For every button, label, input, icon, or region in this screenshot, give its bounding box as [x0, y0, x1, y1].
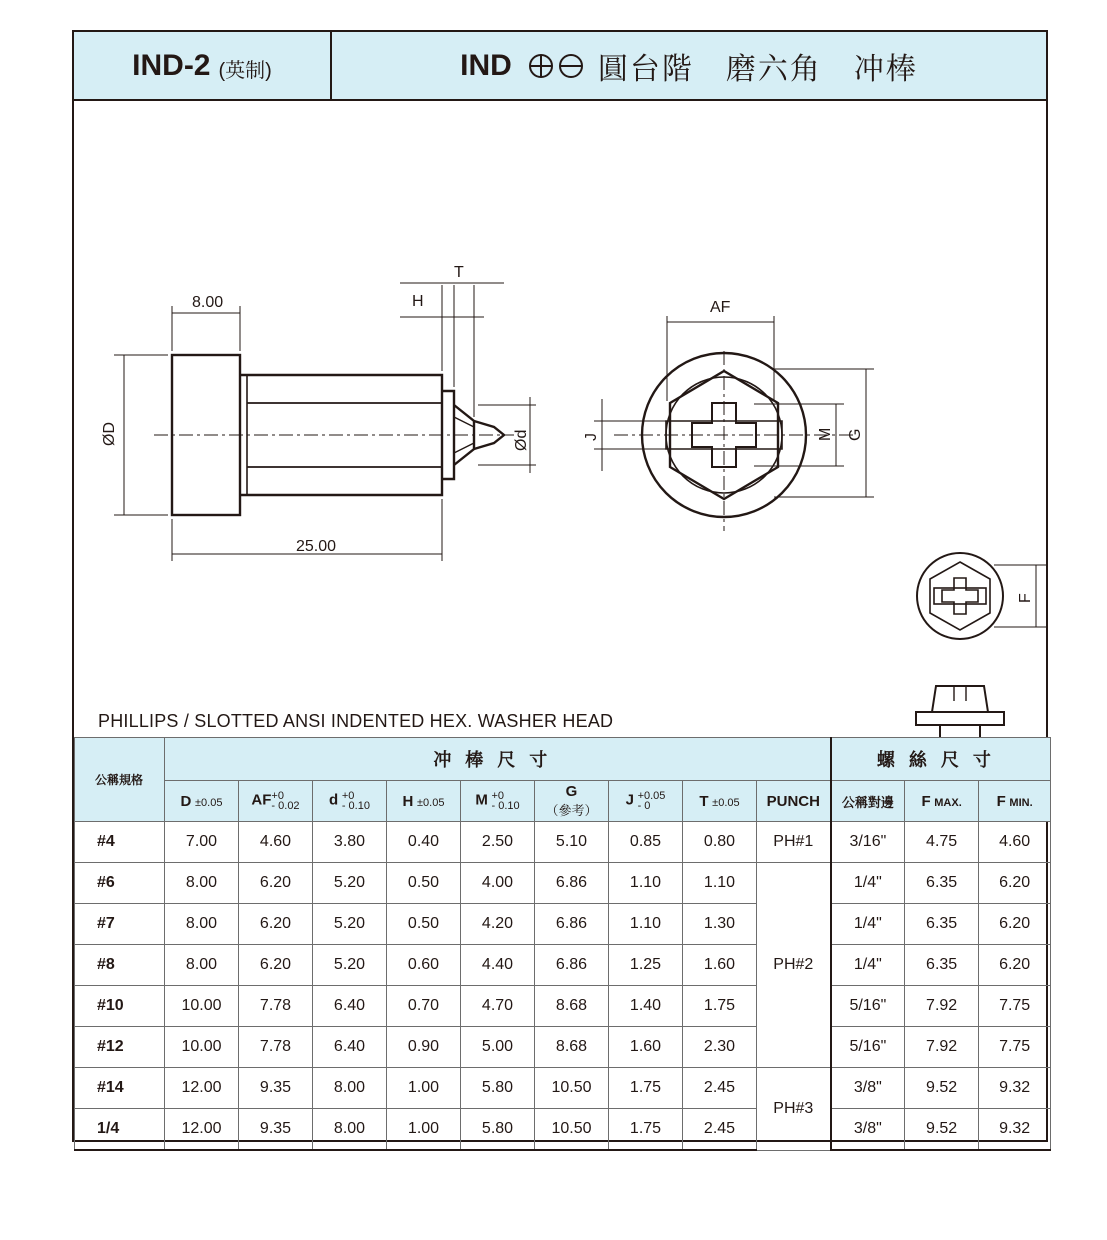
cell-M: 5.00: [461, 1027, 535, 1068]
cell-D: 10.00: [165, 986, 239, 1027]
cell-H: 0.50: [387, 904, 461, 945]
drawing-caption: PHILLIPS / SLOTTED ANSI INDENTED HEX. WASHER HEAD: [98, 711, 614, 731]
cell-M: 2.50: [461, 822, 535, 863]
cell-size: #10: [75, 986, 165, 1027]
unit-label: (英制): [218, 60, 272, 82]
dim-M-label: M: [817, 427, 834, 441]
cell-T: 1.60: [683, 945, 757, 986]
cell-across: 1/4": [831, 904, 905, 945]
header-band: [74, 32, 1046, 101]
table-row: [75, 863, 1051, 904]
cell-d: 3.80: [313, 822, 387, 863]
cell-G: 6.86: [535, 904, 609, 945]
cell-J: 1.75: [609, 1109, 683, 1151]
cell-H: 0.60: [387, 945, 461, 986]
cell-F-min: 9.32: [979, 1109, 1051, 1151]
cell-G: 5.10: [535, 822, 609, 863]
cell-F-max: 9.52: [905, 1068, 979, 1109]
cell-size: #8: [75, 945, 165, 986]
cell-across: 5/16": [831, 1027, 905, 1068]
product-title: [332, 32, 1046, 99]
cell-punch: PH#2: [757, 863, 831, 1068]
cell-M: 4.70: [461, 986, 535, 1027]
col-AF: AF+0 - 0.02: [239, 781, 313, 822]
slotted-head-icon: [558, 53, 584, 79]
cell-H: 0.70: [387, 986, 461, 1027]
dim-F-label: F: [1017, 593, 1034, 603]
cell-T: 0.80: [683, 822, 757, 863]
cell-J: 1.60: [609, 1027, 683, 1068]
cell-AF: 6.20: [239, 863, 313, 904]
cell-D: 8.00: [165, 863, 239, 904]
phillips-head-icon: [528, 53, 554, 79]
cell-AF: 9.35: [239, 1068, 313, 1109]
cell-F-min: 7.75: [979, 986, 1051, 1027]
cell-F-min: 9.32: [979, 1068, 1051, 1109]
cell-G: 6.86: [535, 863, 609, 904]
col-F-max: F MAX.: [905, 781, 979, 822]
cell-across: 1/4": [831, 863, 905, 904]
drawing-canvas: [74, 101, 1046, 737]
table-row: [75, 986, 1051, 1027]
cell-G: 10.50: [535, 1109, 609, 1151]
cell-T: 1.10: [683, 863, 757, 904]
cell-across: 1/4": [831, 945, 905, 986]
table-row: [75, 904, 1051, 945]
cell-J: 1.75: [609, 1068, 683, 1109]
table-row: [75, 822, 1051, 863]
cell-M: 5.80: [461, 1109, 535, 1151]
product-code: IND-2: [132, 48, 211, 82]
cell-F-max: 9.52: [905, 1109, 979, 1151]
cell-AF: 6.20: [239, 904, 313, 945]
dim-T-label: T: [454, 264, 464, 281]
cell-size: #14: [75, 1068, 165, 1109]
cell-G: 8.68: [535, 986, 609, 1027]
col-punch: PUNCH: [757, 781, 831, 822]
cell-H: 0.50: [387, 863, 461, 904]
cell-G: 10.50: [535, 1068, 609, 1109]
cell-J: 0.85: [609, 822, 683, 863]
cell-M: 4.40: [461, 945, 535, 986]
col-T: T ±0.05: [683, 781, 757, 822]
row-header-size: 公稱規格: [75, 738, 165, 822]
dim-head-length: 8.00: [192, 294, 224, 311]
title-latin: IND: [460, 48, 512, 82]
cell-H: 1.00: [387, 1068, 461, 1109]
cell-d: 8.00: [313, 1109, 387, 1151]
cell-AF: 7.78: [239, 1027, 313, 1068]
dim-d-label: Ød: [513, 429, 530, 451]
cell-D: 10.00: [165, 1027, 239, 1068]
cell-J: 1.25: [609, 945, 683, 986]
spec-table: [74, 737, 1051, 1151]
cell-F-max: 6.35: [905, 863, 979, 904]
cell-F-min: 6.20: [979, 863, 1051, 904]
cell-across: 5/16": [831, 986, 905, 1027]
spec-table-body: [75, 822, 1051, 1151]
cell-AF: 4.60: [239, 822, 313, 863]
dim-J-label: J: [583, 433, 600, 441]
cell-M: 4.00: [461, 863, 535, 904]
cell-AF: 6.20: [239, 945, 313, 986]
cell-F-max: 6.35: [905, 945, 979, 986]
cell-G: 6.86: [535, 945, 609, 986]
table-row: [75, 1068, 1051, 1109]
cell-J: 1.40: [609, 986, 683, 1027]
group-punch-dimensions: 冲棒尺寸: [165, 738, 831, 781]
cell-punch: PH#3: [757, 1068, 831, 1151]
cell-F-min: 6.20: [979, 945, 1051, 986]
col-J: J +0.05 - 0: [609, 781, 683, 822]
cell-H: 0.40: [387, 822, 461, 863]
cell-D: 7.00: [165, 822, 239, 863]
col-across-flats: 公稱對邊: [831, 781, 905, 822]
cell-size: #7: [75, 904, 165, 945]
col-D: D ±0.05: [165, 781, 239, 822]
cell-D: 8.00: [165, 904, 239, 945]
table-row: [75, 1109, 1051, 1151]
cell-F-max: 7.92: [905, 1027, 979, 1068]
table-row: [75, 1027, 1051, 1068]
technical-drawing: [74, 101, 1046, 737]
col-d: d +0 - 0.10: [313, 781, 387, 822]
cell-H: 1.00: [387, 1109, 461, 1151]
cell-d: 5.20: [313, 945, 387, 986]
cell-M: 4.20: [461, 904, 535, 945]
cell-F-min: 7.75: [979, 1027, 1051, 1068]
cell-D: 12.00: [165, 1109, 239, 1151]
col-M: M +0 - 0.10: [461, 781, 535, 822]
cell-T: 1.30: [683, 904, 757, 945]
title-cjk: 圓台階 磨六角 冲棒: [597, 52, 918, 86]
cell-J: 1.10: [609, 904, 683, 945]
cell-F-max: 4.75: [905, 822, 979, 863]
dim-total-length: 25.00: [296, 538, 337, 555]
cell-size: #12: [75, 1027, 165, 1068]
product-code-cell: [74, 32, 332, 99]
cell-across: 3/8": [831, 1068, 905, 1109]
cell-F-max: 7.92: [905, 986, 979, 1027]
cell-F-max: 6.35: [905, 904, 979, 945]
group-screw-dimensions: 螺絲尺寸: [831, 738, 1051, 781]
col-F-min: F MIN.: [979, 781, 1051, 822]
screw-washer-side: [916, 712, 1004, 725]
cell-F-min: 4.60: [979, 822, 1051, 863]
cell-size: #6: [75, 863, 165, 904]
dim-G-label: G: [847, 428, 864, 441]
cell-AF: 9.35: [239, 1109, 313, 1151]
cell-across: 3/8": [831, 1109, 905, 1151]
cell-d: 5.20: [313, 863, 387, 904]
cell-d: 6.40: [313, 986, 387, 1027]
cell-D: 8.00: [165, 945, 239, 986]
cell-G: 8.68: [535, 1027, 609, 1068]
cell-T: 1.75: [683, 986, 757, 1027]
col-G: G （參考）: [535, 781, 609, 822]
cell-D: 12.00: [165, 1068, 239, 1109]
dim-D-label: ØD: [101, 422, 118, 446]
cell-punch: PH#1: [757, 822, 831, 863]
cell-d: 8.00: [313, 1068, 387, 1109]
cell-M: 5.80: [461, 1068, 535, 1109]
col-H: H ±0.05: [387, 781, 461, 822]
cell-size: 1/4: [75, 1109, 165, 1151]
cell-d: 5.20: [313, 904, 387, 945]
cell-T: 2.45: [683, 1109, 757, 1151]
cell-H: 0.90: [387, 1027, 461, 1068]
cell-AF: 7.78: [239, 986, 313, 1027]
cell-F-min: 6.20: [979, 904, 1051, 945]
spec-sheet: [72, 30, 1048, 1142]
dim-H-label: H: [412, 293, 424, 310]
table-row: [75, 945, 1051, 986]
cell-across: 3/16": [831, 822, 905, 863]
cell-T: 2.45: [683, 1068, 757, 1109]
cell-J: 1.10: [609, 863, 683, 904]
cell-T: 2.30: [683, 1027, 757, 1068]
cell-d: 6.40: [313, 1027, 387, 1068]
dim-AF-label: AF: [710, 299, 731, 316]
cell-size: #4: [75, 822, 165, 863]
